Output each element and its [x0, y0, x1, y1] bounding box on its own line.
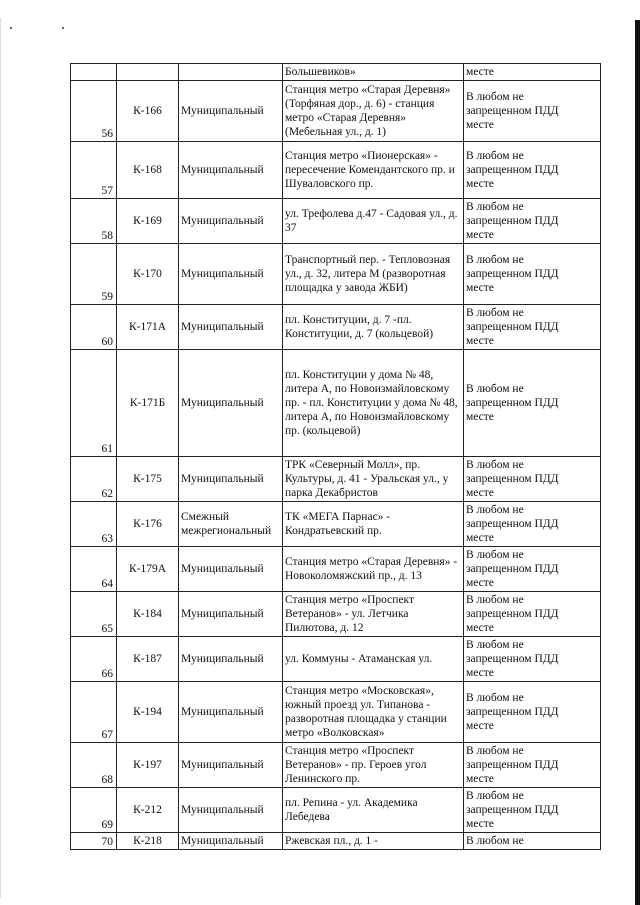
- route-path: Ржевская пл., д. 1 -: [283, 833, 464, 850]
- route-path: Станция метро «Проспект Ветеранов» - ул. Летчика Пилютова, д. 12: [283, 592, 464, 637]
- row-number: 67: [71, 682, 117, 743]
- table-row: [71, 199, 601, 244]
- route-path: пл. Конституции у дома № 48, литера А, по Новоизмайловскому пр. - пл. Конституции у дома № 48, литера А, по Новоизмайловскому пр. (кольцевой): [283, 350, 464, 457]
- table-row: [71, 637, 601, 682]
- route-type: Муниципальный: [179, 199, 283, 244]
- route-path: пл. Репина - ул. Академика Лебедева: [283, 788, 464, 833]
- route-type: Муниципальный: [179, 743, 283, 788]
- route-number: К-169: [117, 199, 179, 244]
- route-number: К-171А: [117, 305, 179, 350]
- route-stops: В любом не запрещенном ПДД месте: [464, 547, 601, 592]
- row-number: 58: [71, 199, 117, 244]
- route-stops: В любом не запрещенном ПДД месте: [464, 457, 601, 502]
- table-row: [71, 457, 601, 502]
- route-type: Муниципальный: [179, 81, 283, 142]
- scan-speck: [62, 27, 64, 29]
- route-number: [117, 64, 179, 81]
- table-row: [71, 81, 601, 142]
- route-path: Станция метро «Старая Деревня» - Новоколомяжский пр., д. 13: [283, 547, 464, 592]
- row-number: 61: [71, 350, 117, 457]
- table-row: [71, 64, 601, 81]
- table-row: [71, 142, 601, 199]
- route-path: Станция метро «Проспект Ветеранов» - пр. Героев угол Ленинского пр.: [283, 743, 464, 788]
- route-type: Муниципальный: [179, 833, 283, 850]
- route-stops: В любом не запрещенном ПДД месте: [464, 244, 601, 305]
- row-number: 64: [71, 547, 117, 592]
- row-number: 62: [71, 457, 117, 502]
- route-type: Муниципальный: [179, 788, 283, 833]
- scan-edge: [0, 18, 1, 898]
- route-stops: В любом не запрещенном ПДД месте: [464, 502, 601, 547]
- route-stops: В любом не запрещенном ПДД месте: [464, 199, 601, 244]
- scan-speck: [10, 27, 12, 29]
- table-row: [71, 592, 601, 637]
- table-row: [71, 833, 601, 850]
- route-type: Муниципальный: [179, 547, 283, 592]
- route-number: К-194: [117, 682, 179, 743]
- route-path: Станция метро «Пионерская» - пересечение Комендантского пр. и Шуваловского пр.: [283, 142, 464, 199]
- route-stops: В любом не запрещенном ПДД месте: [464, 142, 601, 199]
- row-number: 69: [71, 788, 117, 833]
- route-stops: В любом не запрещенном ПДД месте: [464, 81, 601, 142]
- route-type: Муниципальный: [179, 682, 283, 743]
- table-row: [71, 244, 601, 305]
- route-path: Станция метро «Московская», южный проезд ул. Типанова - разворотная площадка у станции метро «Волковская»: [283, 682, 464, 743]
- route-path: Станция метро «Старая Деревня» (Торфяная дор., д. 6) - станция метро «Старая Деревня» (Мебельная ул., д. 1): [283, 81, 464, 142]
- route-number: К-168: [117, 142, 179, 199]
- route-type: Муниципальный: [179, 305, 283, 350]
- route-path: ул. Трефолева д.47 - Садовая ул., д. 37: [283, 199, 464, 244]
- route-number: К-171Б: [117, 350, 179, 457]
- route-path: ТК «МЕГА Парнас» - Кондратьевский пр.: [283, 502, 464, 547]
- route-stops: В любом не запрещенном ПДД месте: [464, 350, 601, 457]
- route-number: К-197: [117, 743, 179, 788]
- route-stops: В любом не: [464, 833, 601, 850]
- route-type: Муниципальный: [179, 592, 283, 637]
- route-path: Транспортный пер. - Тепловозная ул., д. 32, литера М (разворотная площадка у завода ЖБИ): [283, 244, 464, 305]
- route-number: К-170: [117, 244, 179, 305]
- row-number: 70: [71, 833, 117, 850]
- route-number: К-212: [117, 788, 179, 833]
- route-stops: В любом не запрещенном ПДД месте: [464, 788, 601, 833]
- row-number: 68: [71, 743, 117, 788]
- row-number: 57: [71, 142, 117, 199]
- route-path: пл. Конституции, д. 7 -пл. Конституции, д. 7 (кольцевой): [283, 305, 464, 350]
- row-number: 66: [71, 637, 117, 682]
- table-row: [71, 547, 601, 592]
- route-type: Муниципальный: [179, 350, 283, 457]
- route-stops: В любом не запрещенном ПДД месте: [464, 305, 601, 350]
- scan-edge-bar: [635, 20, 640, 905]
- route-path: ТРК «Северный Молл», пр. Культуры, д. 41 - Уральская ул., у парка Декабристов: [283, 457, 464, 502]
- table-row: [71, 788, 601, 833]
- route-type: Муниципальный: [179, 637, 283, 682]
- route-number: К-175: [117, 457, 179, 502]
- route-number: К-166: [117, 81, 179, 142]
- route-stops: В любом не запрещенном ПДД месте: [464, 592, 601, 637]
- route-number: К-218: [117, 833, 179, 850]
- route-number: К-187: [117, 637, 179, 682]
- route-number: К-184: [117, 592, 179, 637]
- table-row: [71, 305, 601, 350]
- route-type: [179, 64, 283, 81]
- route-number: К-176: [117, 502, 179, 547]
- route-stops: В любом не запрещенном ПДД месте: [464, 682, 601, 743]
- row-number: 63: [71, 502, 117, 547]
- route-type: Смежный межрегиональный: [179, 502, 283, 547]
- table-row: [71, 682, 601, 743]
- row-number: [71, 64, 117, 81]
- table-row: [71, 502, 601, 547]
- route-path: Большевиков»: [283, 64, 464, 81]
- row-number: 60: [71, 305, 117, 350]
- routes-table: [70, 63, 601, 850]
- table-row: [71, 350, 601, 457]
- route-type: Муниципальный: [179, 244, 283, 305]
- route-path: ул. Коммуны - Атаманская ул.: [283, 637, 464, 682]
- route-type: Муниципальный: [179, 457, 283, 502]
- table-row: [71, 743, 601, 788]
- route-stops: месте: [464, 64, 601, 81]
- route-stops: В любом не запрещенном ПДД месте: [464, 637, 601, 682]
- route-number: К-179А: [117, 547, 179, 592]
- row-number: 56: [71, 81, 117, 142]
- row-number: 59: [71, 244, 117, 305]
- route-stops: В любом не запрещенном ПДД месте: [464, 743, 601, 788]
- route-type: Муниципальный: [179, 142, 283, 199]
- row-number: 65: [71, 592, 117, 637]
